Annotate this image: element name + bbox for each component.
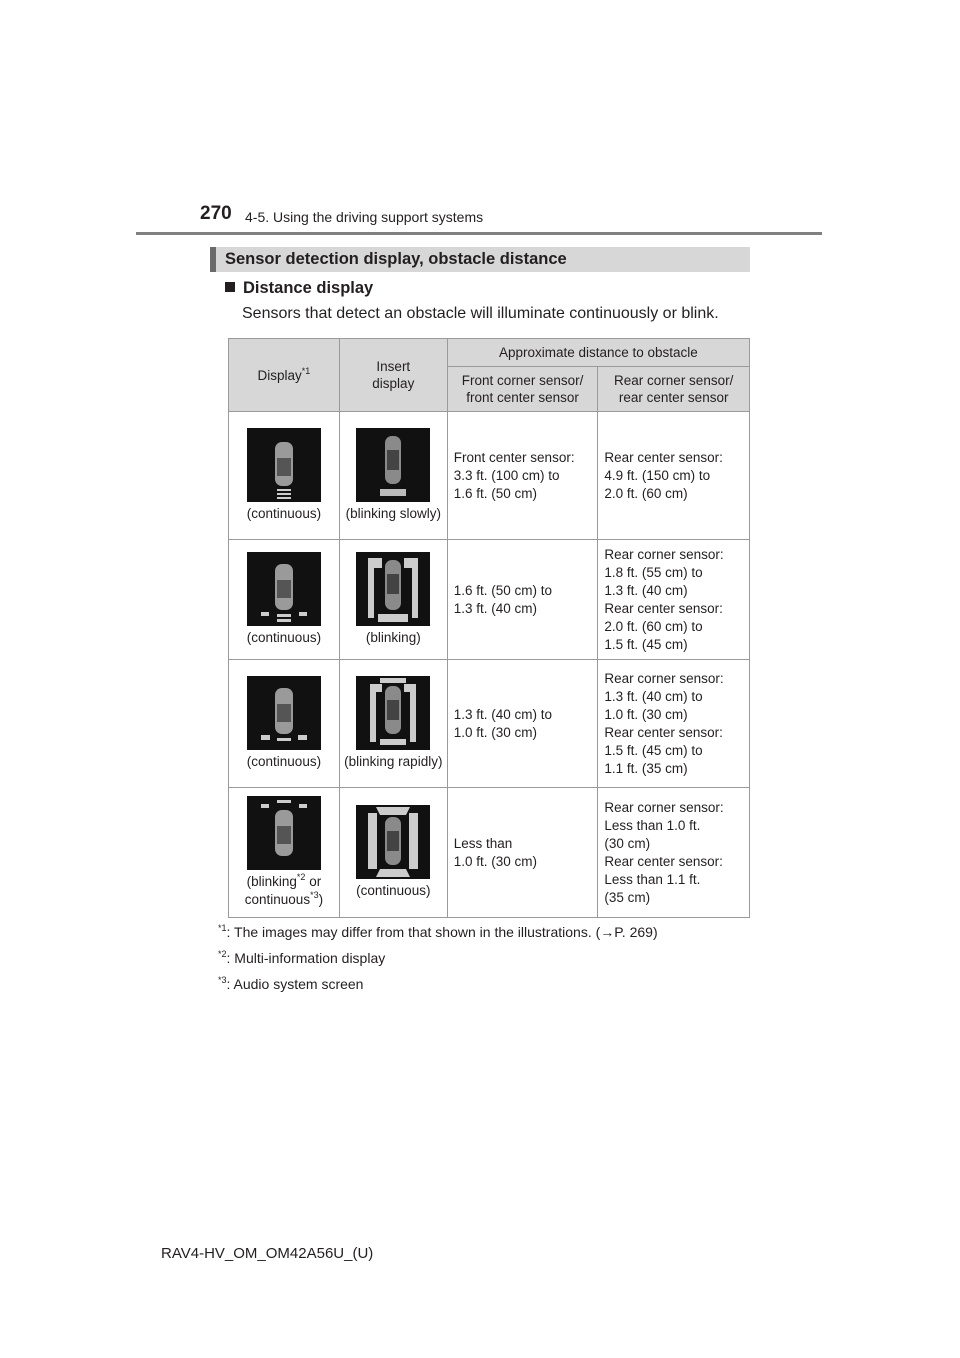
insert-caption: (blinking) [365, 630, 421, 645]
display-screen-image [247, 796, 321, 870]
col-header-rear: Rear corner sensor/ rear center sensor [598, 367, 750, 412]
display-caption: (continuous) [246, 506, 322, 521]
display-screen-image [247, 676, 321, 750]
display-caption: (blinking$^{*2}$ or continuous$^{*3}$) [244, 872, 324, 907]
square-bullet-icon [225, 282, 235, 292]
footnote-3: $^{*3}$: Audio system screen [218, 975, 364, 992]
insert-caption: (blinking rapidly) [344, 754, 443, 769]
footnote-2: $^{*2}$: Multi-information display [218, 949, 386, 966]
table-row [229, 660, 750, 788]
distance-table [228, 338, 750, 918]
sub-heading [225, 279, 373, 298]
insert-screen-image [356, 676, 430, 750]
front-distance: Front center sensor: 3.3 ft. (100 cm) to 1.6 ft. (50 cm) [447, 412, 598, 540]
table-row [229, 540, 750, 660]
col-header-front: Front corner sensor/ front center sensor [447, 367, 598, 412]
sub-heading-text: Distance display [243, 279, 374, 297]
col-header-display: Display$^{*1}$ [229, 339, 340, 412]
rear-distance: Rear corner sensor: 1.8 ft. (55 cm) to 1.3 ft. (40 cm) Rear center sensor: 2.0 ft. (60 cm) to 1.5 ft. (45 cm) [598, 540, 750, 660]
rear-distance: Rear corner sensor: Less than 1.0 ft. (30 cm) Rear center sensor: Less than 1.1 ft. (35 cm) [598, 788, 750, 918]
header-rule [136, 232, 822, 235]
insert-screen-image [356, 428, 430, 502]
display-screen-image [247, 428, 321, 502]
front-distance: Less than 1.0 ft. (30 cm) [447, 788, 598, 918]
footnote-1: $^{*1}$: The images may differ from that shown in the illustrations. (→P. 269) [218, 923, 658, 940]
insert-screen-image [356, 552, 430, 626]
insert-caption: (continuous) [356, 883, 431, 898]
page-number: 270 [200, 203, 232, 224]
insert-screen-image [356, 805, 430, 879]
table-row [229, 788, 750, 918]
heading-bar [210, 247, 750, 272]
col-header-insert: Insert display [339, 339, 447, 412]
rear-distance: Rear corner sensor: 1.3 ft. (40 cm) to 1.0 ft. (30 cm) Rear center sensor: 1.5 ft. (45 cm) to 1.1 ft. (35 cm) [598, 660, 750, 788]
rear-distance: Rear center sensor: 4.9 ft. (150 cm) to 2.0 ft. (60 cm) [598, 412, 750, 540]
table-row [229, 412, 750, 540]
section-title: 4-5. Using the driving support systems [245, 209, 484, 225]
heading-text: Sensor detection display, obstacle distance [225, 250, 567, 268]
insert-caption: (blinking slowly) [345, 506, 441, 521]
front-distance: 1.3 ft. (40 cm) to 1.0 ft. (30 cm) [447, 660, 598, 788]
intro-text: Sensors that detect an obstacle will illuminate continuously or blink. [242, 305, 719, 322]
display-screen-image [247, 552, 321, 626]
col-header-group: Approximate distance to obstacle [447, 339, 749, 367]
display-caption: (continuous) [246, 630, 322, 645]
display-caption: (continuous) [246, 754, 322, 769]
front-distance: 1.6 ft. (50 cm) to 1.3 ft. (40 cm) [447, 540, 598, 660]
document-code: RAV4-HV_OM_OM42A56U_(U) [161, 1245, 374, 1262]
